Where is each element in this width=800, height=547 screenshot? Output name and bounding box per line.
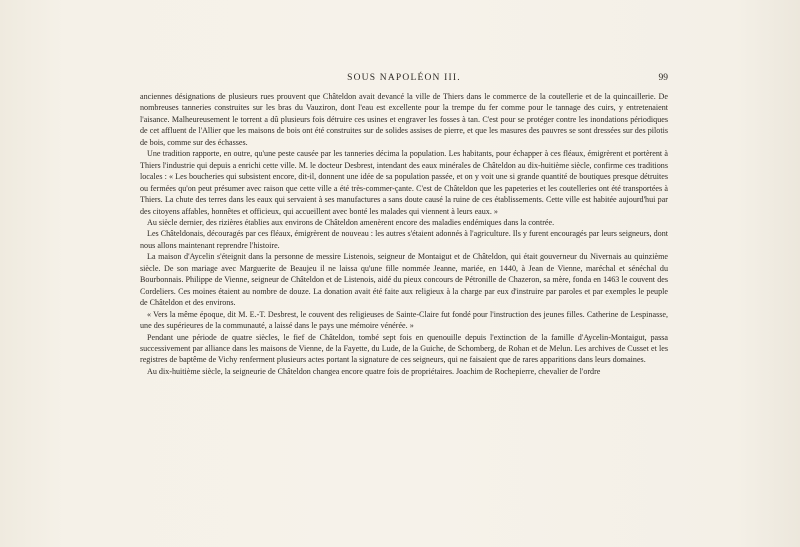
paragraph: anciennes désignations de plusieurs rues prouvent que Châteldon avait devancé la ville de Thiers dans le commerce de la coutellerie et de la quincaillerie. De nombreuses tanneries construites sur les bras du Vauziron, dont l'eau est excellente pour la trempe du fer comme pour le tannage des cuirs, y entretenaient l'aisance. Malheureusement le torrent a dû plusieurs fois détruire ces usines et engraver les fosses à tan. C'est pour se protéger contre les inondations périodiques de cet affluent de l'Allier que les maisons de bois ont été construites sur de solides assises de pierre, et que les masures des pauvres se sont dressées sur des pilotis de bois, comme sur des échasses.	[140, 92, 668, 147]
paragraph: Au siècle dernier, des rizières établies aux environs de Châteldon amenèrent encore des maladies endémiques dans la contrée.	[147, 217, 555, 227]
paragraph: La maison d'Aycelin s'éteignit dans la personne de messire Listenois, seigneur de Montaigut et de Châteldon, qui était gouverneur du Nivernais au quinzième siècle. De son mariage avec Marguerite de Beaujeu il ne laissa qu'une fille nommée Jeanne, mariée, en 1440, à Jean de Vienne, maréchal et sénéchal du Bourbonnais. Philippe de Vienne, seigneur de Châteldon et de Listenois, aidé du pieux concours de Pétronille de Chazeron, sa mère, fonda en 1463 le couvent des Cordeliers. Ces moines étaient au nombre de douze. La donation avait été faite aux religieux à la charge par eux d'instruire par paroles et par exemples le peuple de Châteldon et des environs.	[140, 252, 668, 308]
paragraph: Pendant une période de quatre siècles, le fief de Châteldon, tombé sept fois en quenouille depuis l'extinction de la famille d'Aycelin-Montaigut, passa successivement par alliance dans les maisons de Vienne, de la Fayette, du Lude, de la Guiche, de Schomberg, de Rohan et de Melun. Les archives de Cusset et les registres de baptême de Vichy renferment plusieurs actes portant la signature de ces seigneurs, qui ne faisaient que de rares apparitions dans leurs domaines.	[140, 332, 668, 365]
running-head	[140, 73, 668, 87]
paragraph: Une tradition rapporte, en outre, qu'une peste causée par les tanneries décima la population. Les habitants, pour échapper à ces fléaux, émigrèrent et portèrent à Thiers l'industrie qui depuis a enrichi cette ville. M. le docteur Desbrest, intendant des eaux minérales de Châteldon au dix-huitième siècle, confirme ces traditions locales : « Les boucheries qui subsistent encore, dit-il, donnent une idée de sa population passée, et on y voit une si grande quantité de boutiques presque détruites ou fermées qu'on peut présumer avec raison que cette ville a été très-commer-çante. C'est de Châteldon que les papeteries et les coutelleries ont été transportées à Thiers. La chute des terres dans les eaux qui servaient à ses manufactures a sans doute causé la ruine de ces établissements. Cette ville est habitée aujourd'hui par des citoyens affables, honnêtes et officieux, qui accueillent avec bonté les malades qui viennent à leurs eaux. »	[140, 149, 668, 216]
paragraph: Au dix-huitième siècle, la seigneurie de Châteldon changea encore quatre fois de propriétaires. Joachim de Rochepierre, chevalier de l'ordre	[147, 366, 601, 376]
running-title: SOUS NAPOLÉON III.	[347, 73, 461, 83]
page-number: 99	[658, 73, 668, 83]
paragraph: « Vers la même époque, dit M. E.-T. Desbrest, le couvent des religieuses de Sainte-Claire fut fondé pour l'instruction des jeunes filles. Catherine de Lespinasse, une des supérieures de la communauté, a laissé dans le pays une mémoire vénérée. »	[140, 309, 668, 331]
paragraph: Les Châteldonais, découragés par ces fléaux, émigrèrent de nouveau : les autres s'étaient adonnés à l'agriculture. Ils y furent encouragés par leurs seigneurs, dont nous allons maintenant reprendre l'histoire.	[140, 229, 668, 250]
body-text	[140, 91, 668, 377]
